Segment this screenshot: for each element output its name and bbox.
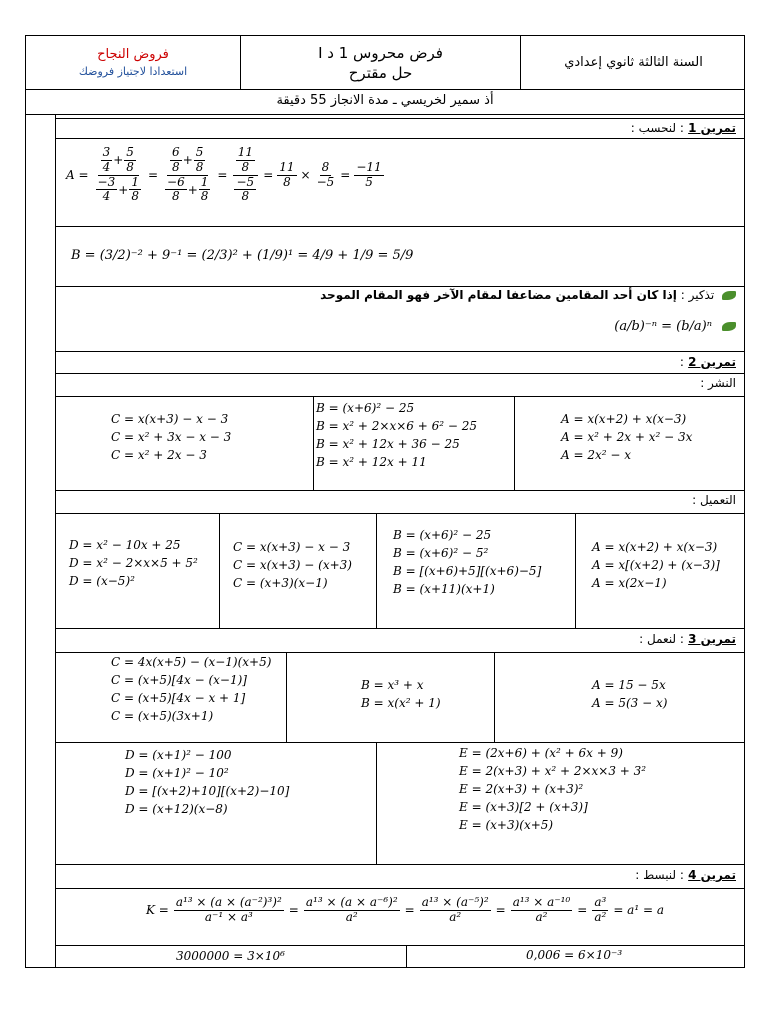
header-exam — [241, 36, 521, 89]
scientific-right: 0,006 = 6×10⁻³ — [526, 948, 623, 962]
ex3-title-word: تمرين 3 — [688, 632, 736, 646]
factor-D: D = x² − 10x + 25 D = x² − 2×x×5 + 5² D = (x−5)² — [69, 538, 198, 588]
expression-B: B = (3/2)⁻² + 9⁻¹ = (2/3)² + (1/9)¹ = 4/9 + 1/9 = 5/9 — [71, 248, 414, 263]
header-brand — [26, 36, 241, 89]
exam-title: فرض محروس 1 د I — [318, 43, 443, 62]
leaf-bullet-icon — [722, 322, 736, 331]
teacher-line: أذ سمير لخريسي ـ مدة الانجاز 55 دقيقة — [276, 93, 494, 108]
ex2-title-rest: : — [679, 355, 684, 369]
factor-A: A = x(x+2) + x(x−3) A = x[(x+2) + (x−3)] A = x(2x−1) — [592, 540, 720, 590]
power-rule-text: (a/b)⁻ⁿ = (b/a)ⁿ — [614, 319, 712, 334]
expand-C: C = x(x+3) − x − 3 C = x² + 3x − x − 3 C = x² + 2x − 3 — [111, 412, 232, 462]
ex4-title — [635, 868, 736, 882]
expression-A: A = $\frac{3}{4}$ + $\frac{5}{8}$ $\frac{-3}{4}$ + $\frac{1}{8}$ = $\frac{6}{8}$ + $\frac{5}{8}$ $\frac{-6}{8}$ + $\frac{1}{8}$ = $\frac{\frac{11}{8}}{\frac{-5}{8}}$ = $\frac{11}{8}$ × $\frac{8}{-5}$ = $\frac{-11}{5}$ — [66, 145, 382, 204]
expression-K: K = $\frac{\text{a¹³ × (a × (a⁻²)³)²}}{\text{a⁻¹ × a³}}$ = $\frac{\text{a¹³ × (a × a⁻⁶)²}}{\text{a²}}$ = $\frac{\text{a¹³ × (a⁻⁵)²}}{\text{a²}}$ = $\frac{\text{a¹³ × a⁻¹⁰}}{\text{a²}}$ = $\frac{\text{a³}}{\text{a²}}$ = a¹ = a — [146, 895, 664, 924]
reminder-text: إذا كان أحد المقامين مضاعفا لمقام الآخر فهو المقام الموحد — [320, 288, 677, 302]
ex1-title-word: تمرين 1 — [688, 121, 736, 135]
school-level: السنة الثالثة ثانوي إعدادي — [564, 55, 703, 70]
power-rule — [614, 320, 736, 333]
reminder — [320, 288, 736, 302]
factor-label: التعميل : — [692, 493, 736, 507]
exam-subtitle: حل مقترح — [348, 63, 413, 82]
header-level — [521, 36, 746, 89]
brand-tagline: استعدادا لاجتياز فروضك — [78, 65, 188, 78]
scientific-left: 3000000 = 3×10⁶ — [176, 949, 285, 963]
factor3-A: A = 15 − 5x A = 5(3 − x) — [592, 678, 668, 710]
expand-A: A = x(x+2) + x(x−3) A = x² + 2x + x² − 3x A = 2x² − x — [561, 412, 693, 462]
ex4-title-word: تمرين 4 — [688, 868, 736, 882]
ex1-title-rest: : لنحسب : — [630, 121, 684, 135]
factor3-D: D = (x+1)² − 100 D = (x+1)² − 10² D = [(x+2)+10][(x+2)−10] D = (x+12)(x−8) — [125, 748, 290, 816]
factor3-B: B = x³ + x B = x(x² + 1) — [361, 678, 441, 710]
factor3-E: E = (2x+6) + (x² + 6x + 9) E = 2(x+3) + x² + 2×x×3 + 3² E = 2(x+3) + (x+3)² E = (x+3)[2 + (x+3)] E = (x+3)(x+5) — [459, 746, 647, 832]
brand-name: فروض النجاح — [97, 47, 169, 62]
expand-B: B = (x+6)² − 25 B = x² + 2×x×6 + 6² − 25 B = x² + 12x + 36 − 25 B = x² + 12x + 11 — [316, 401, 477, 469]
ex2-title — [680, 355, 736, 369]
leaf-bullet-icon — [722, 291, 736, 300]
ex3-title — [639, 632, 736, 646]
ex1-title — [631, 121, 736, 135]
ex4-title-rest: : لنبسط : — [635, 868, 684, 882]
factor-C: C = x(x+3) − x − 3 C = x(x+3) − (x+3) C = (x+3)(x−1) — [233, 540, 352, 590]
exam-page — [25, 35, 745, 968]
reminder-word: تذكير : — [680, 288, 715, 302]
factor3-C: C = 4x(x+5) − (x−1)(x+5) C = (x+5)[4x − (x−1)] C = (x+5)[4x − x + 1] C = (x+5)(3x+1) — [111, 655, 272, 723]
ex3-title-rest: : لنعمل : — [639, 632, 684, 646]
ex2-title-word: تمرين 2 — [688, 355, 736, 369]
expand-label: النشر : — [700, 376, 736, 390]
factor-B: B = (x+6)² − 25 B = (x+6)² − 5² B = [(x+6)+5][(x+6)−5] B = (x+11)(x+1) — [393, 528, 542, 596]
